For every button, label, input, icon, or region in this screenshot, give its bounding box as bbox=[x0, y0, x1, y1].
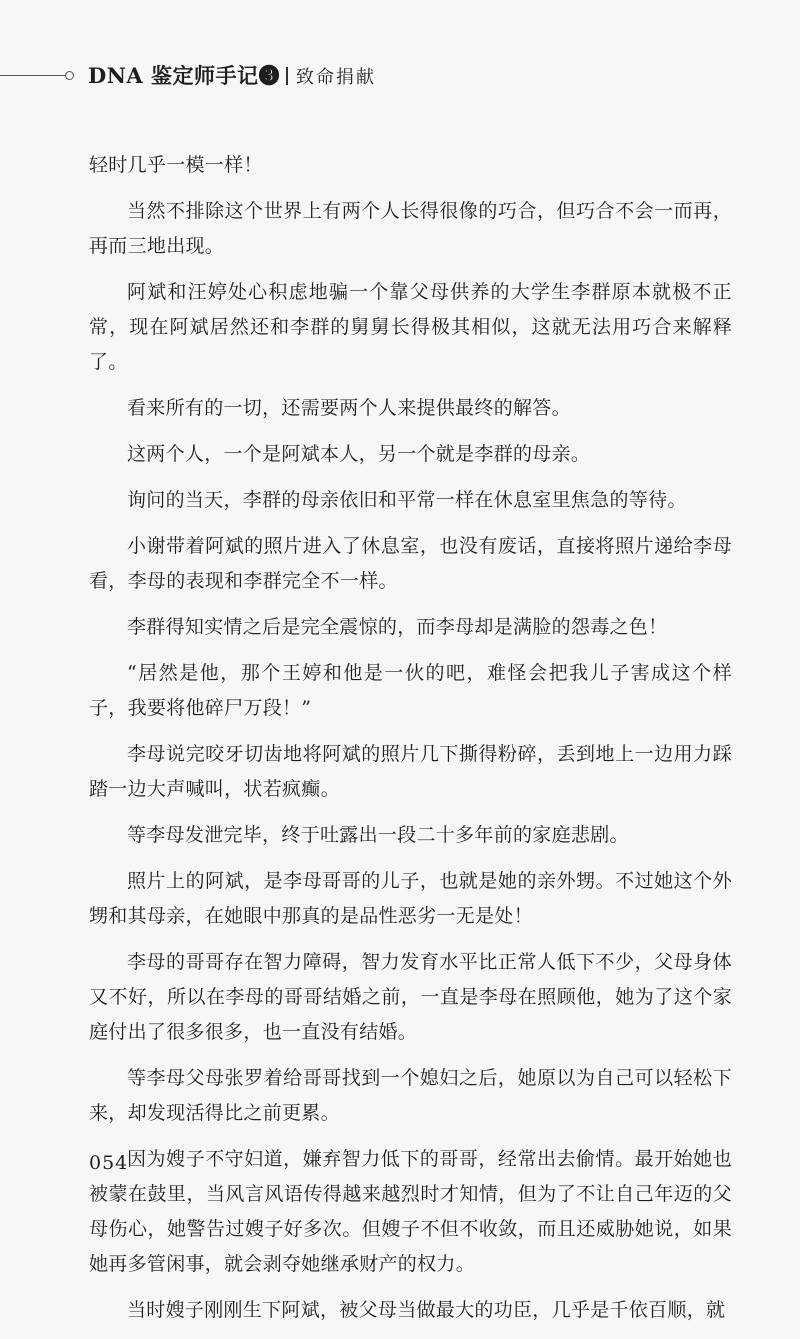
paragraph: 等李母发泄完毕，终于吐露出一段二十多年前的家庭悲剧。 bbox=[127, 824, 629, 846]
paragraph: 李群得知实情之后是完全震惊的，而李母却是满脸的怨毒之色！ bbox=[127, 616, 668, 638]
running-header bbox=[0, 54, 800, 94]
paragraph: 等李母父母张罗着给哥哥找到一个媳妇之后，她原以为自己可以轻松下来，却发现活得比之前更累。 bbox=[89, 1067, 732, 1124]
paragraph: 轻时几乎一模一样！ bbox=[89, 154, 263, 176]
page-body bbox=[89, 148, 732, 1339]
paragraph: 李母的哥哥存在智力障碍，智力发育水平比正常人低下不少，父母身体又不好，所以在李母的哥哥结婚之前，一直是李母在照顾他，她为了这个家庭付出了很多很多，也一直没有结婚。 bbox=[89, 951, 732, 1043]
header-rule bbox=[0, 75, 66, 76]
header-separator bbox=[286, 67, 288, 85]
paragraph: 当时嫂子刚刚生下阿斌，被父母当做最大的功臣，几乎是千依百顺，就 bbox=[127, 1299, 726, 1321]
paragraph: 照片上的阿斌，是李母哥哥的儿子，也就是她的亲外甥。不过她这个外甥和其母亲，在她眼中那真的是品性恶劣一无是处！ bbox=[89, 870, 732, 927]
book-subtitle: 致命捐献 bbox=[296, 67, 377, 88]
paragraph: “居然是他，那个王婷和他是一伙的吧，难怪会把我儿子害成这个样子，我要将他碎尸万段！” bbox=[89, 662, 732, 719]
paragraph: 李母说完咬牙切齿地将阿斌的照片几下撕得粉碎，丢到地上一边用力踩踏一边大声喊叫，状若疯癫。 bbox=[89, 743, 732, 800]
book-title bbox=[88, 60, 376, 90]
header-circle-ornament bbox=[65, 71, 74, 80]
paragraph: 这两个人，一个是阿斌本人，另一个就是李群的母亲。 bbox=[127, 443, 591, 465]
paragraph: 当然不排除这个世界上有两个人长得很像的巧合，但巧合不会一而再，再而三地出现。 bbox=[89, 200, 732, 257]
paragraph: 询问的当天，李群的母亲依旧和平常一样在休息室里焦急的等待。 bbox=[127, 489, 687, 511]
paragraph: 阿斌和汪婷处心积虑地骗一个靠父母供养的大学生李群原本就极不正常，现在阿斌居然还和李群的舅舅长得极其相似，这就无法用巧合来解释了。 bbox=[89, 281, 732, 373]
paragraph: 小谢带着阿斌的照片进入了休息室，也没有废话，直接将照片递给李母看，李母的表现和李群完全不一样。 bbox=[89, 535, 732, 592]
book-title-text: DNA 鉴定师手记❸ bbox=[88, 63, 281, 88]
page-number: 054 bbox=[89, 1152, 129, 1174]
paragraph: 因为嫂子不守妇道，嫌弃智力低下的哥哥，经常出去偷情。最开始她也被蒙在鼓里，当风言风语传得越来越烈时才知情，但为了不让自己年迈的父母伤心，她警告过嫂子好多次。但嫂子不但不收敛，而且还威胁她说，如果她再多管闲事，就会剥夺她继承财产的权力。 bbox=[89, 1148, 732, 1275]
paragraph: 看来所有的一切，还需要两个人来提供最终的解答。 bbox=[127, 397, 571, 419]
